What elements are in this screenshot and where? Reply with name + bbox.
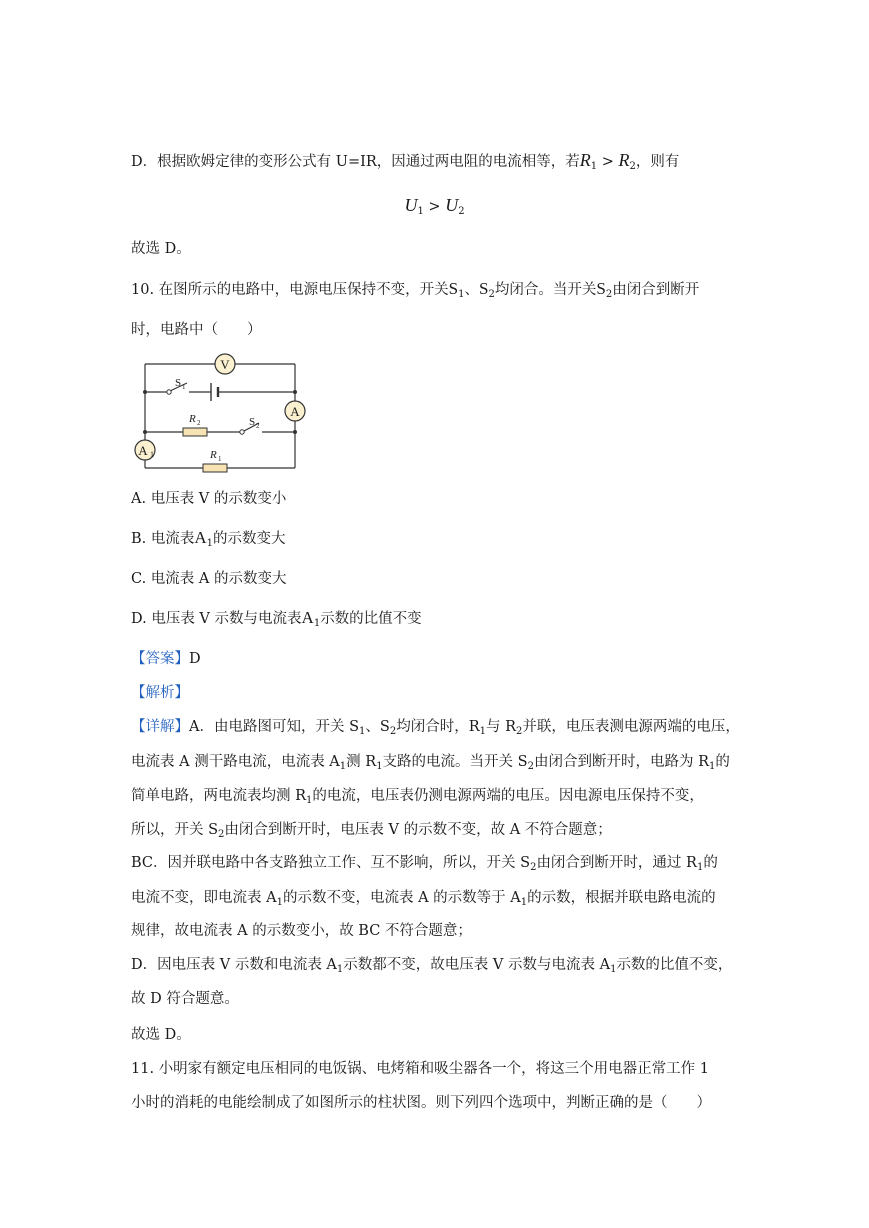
q10-detail-line — [131, 851, 718, 873]
q10-detail-line — [131, 886, 716, 908]
detail-text: 故 D 符合题意。 — [131, 991, 239, 1007]
detail-text: 简单电路，两电流表均测 R — [131, 788, 307, 804]
q10-detail-line — [131, 953, 732, 975]
q10-stem-line2: 时，电路中（ ） — [131, 322, 262, 338]
detail-text: 的 — [715, 754, 730, 770]
q10-detail-line — [131, 715, 740, 737]
subscript: 2 — [527, 761, 534, 772]
resistor-r1 — [203, 464, 227, 472]
s2-sub: 2 — [256, 422, 260, 430]
circuit-diagram — [131, 350, 306, 475]
detail-text: 规律，故电流表 A 的示数变小，故 BC 不符合题意； — [131, 923, 472, 939]
subscript: 1 — [339, 761, 347, 772]
r1-label: R — [210, 449, 217, 461]
junction-right-top — [293, 390, 297, 394]
detail-text: 并联，电压表测电源两端的电压， — [522, 719, 740, 735]
subscript: 2 — [530, 862, 537, 873]
q10-detail-line — [131, 987, 239, 1008]
detail-tag: 【详解】 — [131, 719, 189, 735]
q10-detail-line — [131, 919, 472, 940]
subscript: 1 — [306, 795, 313, 806]
subscript: 1 — [610, 964, 617, 975]
detail-text: A．由电路图可知，开关 S — [189, 719, 360, 735]
prev-conclusion: 故选 D。 — [131, 241, 191, 257]
prev-option-d: D．根据欧姆定律的变形公式有 U=IR，因通过两电阻的电流相等，若$R_1 > R_2$，则有 — [131, 150, 680, 172]
q10-option-d: D. 电压表 V 示数与电流表$A_1$示数的比值不变 — [131, 608, 422, 629]
q10-analysis-tag: 【解析】 — [131, 685, 189, 701]
detail-text: 电流不变，即电流表 A — [131, 890, 277, 906]
ammeter-a1-sub: 1 — [150, 450, 154, 459]
r2-sub: 2 — [197, 419, 201, 427]
q11-stem-line2: 小时的消耗的电能绘制成了如图所示的柱状图。则下列四个选项中，判断正确的是（ ） — [131, 1095, 711, 1111]
subscript: 1 — [359, 726, 366, 737]
subscript: 1 — [696, 862, 704, 873]
detail-text: 由闭合到断开时，通过 R — [536, 855, 697, 871]
s1-sub: 1 — [182, 383, 186, 391]
q10-answer: 【答案】D — [131, 651, 201, 667]
subscript: 2 — [218, 829, 225, 840]
detail-text: BC．因并联电路中各支路独立工作、互不影响，所以，开关 S — [131, 855, 531, 871]
s1-label: S — [175, 377, 182, 389]
detail-text: 测 R — [346, 754, 377, 770]
q10-stem-line1: 10. 在图所示的电路中，电源电压保持不变，开关$S_1$、$S_2$均闭合。当开关$S_2$由闭合到断开 — [131, 279, 700, 300]
detail-text: 示数都不变，故电压表 V 示数与电流表 A — [343, 957, 611, 973]
q10-option-a: A. 电压表 V 的示数变小 — [131, 491, 287, 507]
subscript: 1 — [520, 897, 528, 908]
q10-option-c: C. 电流表 A 的示数变大 — [131, 571, 287, 587]
switch-s1-contact — [167, 390, 171, 394]
detail-text: 由闭合到断开时，电压表 V 的示数不变，故 A 不符合题意； — [224, 822, 612, 838]
resistor-r2 — [183, 428, 207, 436]
subscript: 1 — [376, 761, 383, 772]
detail-text: 由闭合到断开时，电路为 R — [533, 754, 710, 770]
junction-left-mid — [143, 430, 147, 434]
ammeter-a1-label: A — [138, 443, 148, 458]
detail-text: 所以，开关 S — [131, 822, 219, 838]
q10-detail-line — [131, 784, 704, 806]
formula-u1-gt-u2: $U_1 > U_2$ — [404, 195, 465, 217]
detail-text: 电流表 A 测干路电流，电流表 A — [131, 754, 340, 770]
q10-detail-line — [131, 750, 730, 772]
detail-text: 的电流，电压表仍测电源两端的电压。因电源电压保持不变， — [312, 788, 704, 804]
detail-text: 示数的比值不变， — [616, 957, 733, 973]
detail-text: 的示数，根据并联电路电流的 — [527, 890, 716, 906]
detail-text: 的 — [703, 855, 718, 871]
switch-s2-contact — [240, 430, 244, 434]
detail-text: 均闭合时，R — [396, 719, 480, 735]
detail-text: 支路的电流。当开关 S — [382, 754, 528, 770]
junction-left-top — [143, 390, 147, 394]
q10-conclusion: 故选 D。 — [131, 1027, 191, 1043]
r1-sub: 1 — [218, 455, 222, 463]
detail-text: 与 R — [486, 719, 517, 735]
subscript: 1 — [479, 726, 486, 737]
subscript: 1 — [276, 897, 283, 908]
r2-label: R — [189, 413, 196, 425]
q10-option-b: B. 电流表$A_1$的示数变大 — [131, 528, 286, 549]
s2-label: S — [249, 416, 256, 428]
voltmeter-label: V — [220, 357, 230, 372]
detail-text: 、S — [365, 719, 390, 735]
subscript: 2 — [516, 726, 523, 737]
junction-right-mid — [293, 430, 297, 434]
detail-text: 的示数不变，电流表 A 的示数等于 A — [282, 890, 521, 906]
subscript: 1 — [709, 761, 716, 772]
ammeter-a-label: A — [290, 404, 300, 419]
detail-text: D．因电压表 V 示数和电流表 A — [131, 957, 337, 973]
q10-detail-line — [131, 818, 612, 840]
subscript: 1 — [336, 964, 344, 975]
q11-stem-line1: 11. 小明家有额定电压相同的电饭锅、电烤箱和吸尘器各一个，将这三个用电器正常工作 1 — [131, 1061, 709, 1077]
subscript: 2 — [389, 726, 397, 737]
